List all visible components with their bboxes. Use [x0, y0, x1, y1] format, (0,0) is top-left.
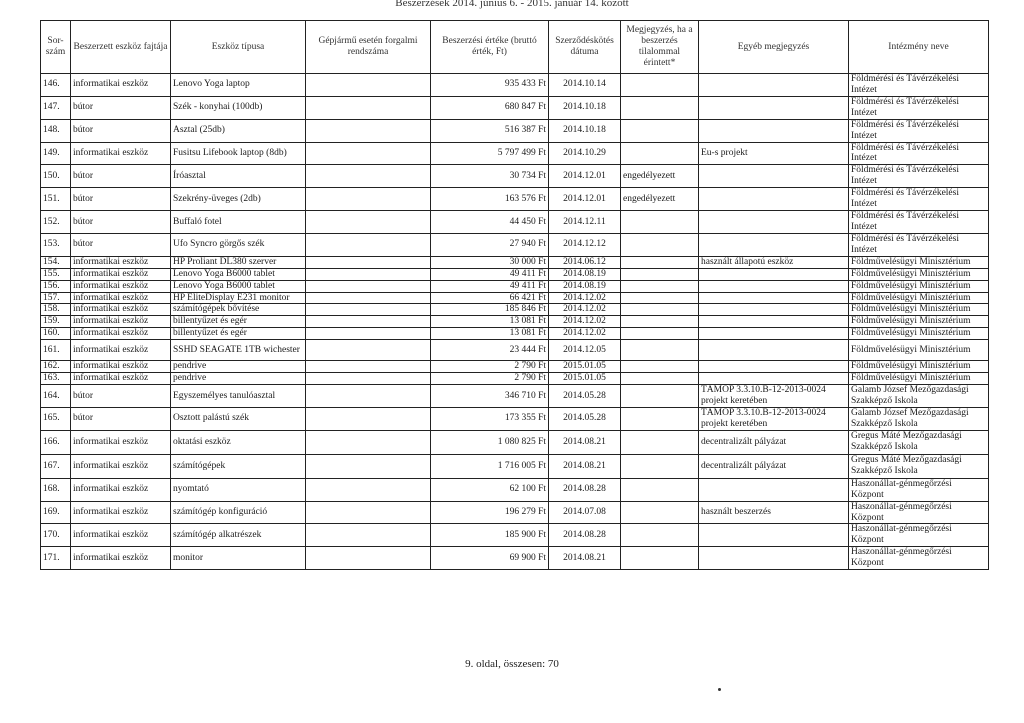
row-plate	[306, 454, 431, 478]
row-other-note	[699, 524, 849, 547]
row-value: 185 846 Ft	[431, 304, 549, 316]
stray-mark	[718, 688, 721, 691]
row-ban-note	[621, 96, 699, 119]
row-plate	[306, 188, 431, 211]
row-ban-note	[621, 74, 699, 97]
col-header-other-note: Egyéb megjegyzés	[699, 21, 849, 74]
row-date: 2014.12.02	[549, 292, 621, 304]
row-plate	[306, 233, 431, 256]
row-value: 346 710 Ft	[431, 385, 549, 408]
table-row	[41, 478, 989, 501]
row-type: Lenovo Yoga B6000 tablet	[171, 268, 306, 280]
row-plate	[306, 478, 431, 501]
row-kind: informatikai eszköz	[71, 316, 171, 328]
table-row	[41, 328, 989, 340]
row-institution: Földmérési és Távérzékelési Intézet	[849, 74, 989, 97]
row-kind: informatikai eszköz	[71, 373, 171, 385]
row-ban-note	[621, 340, 699, 361]
row-kind: bútor	[71, 96, 171, 119]
row-other-note: Eu-s projekt	[699, 142, 849, 165]
row-institution: Földművelésügyi Minisztérium	[849, 316, 989, 328]
row-kind: bútor	[71, 385, 171, 408]
row-institution: Gregus Máté Mezőgazdasági Szakképző Iskola	[849, 454, 989, 478]
row-institution: Földművelésügyi Minisztérium	[849, 268, 989, 280]
row-ban-note	[621, 316, 699, 328]
row-other-note: TÁMOP 3.3.10.B-12-2013-0024 projekt keretében	[699, 407, 849, 430]
row-plate	[306, 316, 431, 328]
col-header-kind: Beszerzett eszköz fajtája	[71, 21, 171, 74]
row-kind: bútor	[71, 188, 171, 211]
row-ban-note	[621, 547, 699, 570]
row-index: 166.	[41, 430, 71, 454]
row-kind: informatikai eszköz	[71, 501, 171, 524]
row-other-note	[699, 478, 849, 501]
row-value: 27 940 Ft	[431, 233, 549, 256]
row-ban-note	[621, 373, 699, 385]
row-institution: Földművelésügyi Minisztérium	[849, 340, 989, 361]
row-date: 2014.08.21	[549, 547, 621, 570]
row-kind: informatikai eszköz	[71, 74, 171, 97]
row-other-note	[699, 292, 849, 304]
row-index: 156.	[41, 280, 71, 292]
row-index: 157.	[41, 292, 71, 304]
row-index: 146.	[41, 74, 71, 97]
row-date: 2014.08.21	[549, 454, 621, 478]
row-institution: Földművelésügyi Minisztérium	[849, 256, 989, 268]
procurement-table	[40, 20, 989, 570]
row-value: 173 355 Ft	[431, 407, 549, 430]
row-date: 2015.01.05	[549, 373, 621, 385]
row-date: 2014.10.29	[549, 142, 621, 165]
row-other-note	[699, 268, 849, 280]
row-other-note: használt beszerzés	[699, 501, 849, 524]
row-plate	[306, 340, 431, 361]
row-other-note	[699, 328, 849, 340]
col-header-plate: Gépjármű esetén forgalmi rendszáma	[306, 21, 431, 74]
table-row	[41, 430, 989, 454]
row-institution: Földművelésügyi Minisztérium	[849, 292, 989, 304]
row-ban-note	[621, 454, 699, 478]
row-plate	[306, 547, 431, 570]
row-ban-note	[621, 233, 699, 256]
row-other-note	[699, 316, 849, 328]
row-institution: Földmérési és Távérzékelési Intézet	[849, 233, 989, 256]
table-row	[41, 340, 989, 361]
row-date: 2014.10.14	[549, 74, 621, 97]
table-row	[41, 256, 989, 268]
row-plate	[306, 407, 431, 430]
row-institution: Földművelésügyi Minisztérium	[849, 280, 989, 292]
row-kind: bútor	[71, 211, 171, 234]
row-index: 159.	[41, 316, 71, 328]
row-plate	[306, 430, 431, 454]
row-kind: informatikai eszköz	[71, 361, 171, 373]
row-ban-note: engedélyezett	[621, 188, 699, 211]
row-value: 2 790 Ft	[431, 373, 549, 385]
row-type: HP EliteDisplay E231 monitor	[171, 292, 306, 304]
running-header: Beszerzések 2014. június 6. - 2015. január 14. között	[395, 0, 629, 9]
table-header-row	[41, 21, 989, 74]
col-header-value: Beszerzési értéke (bruttó érték, Ft)	[431, 21, 549, 74]
row-other-note	[699, 188, 849, 211]
row-value: 23 444 Ft	[431, 340, 549, 361]
row-plate	[306, 280, 431, 292]
row-ban-note	[621, 385, 699, 408]
row-other-note	[699, 304, 849, 316]
row-index: 162.	[41, 361, 71, 373]
row-value: 13 081 Ft	[431, 316, 549, 328]
row-kind: informatikai eszköz	[71, 478, 171, 501]
row-plate	[306, 211, 431, 234]
row-ban-note	[621, 268, 699, 280]
row-index: 150.	[41, 165, 71, 188]
table-row	[41, 385, 989, 408]
row-value: 30 000 Ft	[431, 256, 549, 268]
row-other-note	[699, 165, 849, 188]
row-other-note: TÁMOP 3.3.10.B-12-2013-0024 projekt keretében	[699, 385, 849, 408]
row-index: 169.	[41, 501, 71, 524]
row-date: 2014.12.01	[549, 165, 621, 188]
table-row	[41, 119, 989, 142]
row-ban-note	[621, 304, 699, 316]
table-row	[41, 547, 989, 570]
row-kind: informatikai eszköz	[71, 280, 171, 292]
row-plate	[306, 119, 431, 142]
table-row	[41, 188, 989, 211]
col-header-institution: Intézmény neve	[849, 21, 989, 74]
row-type: HP Proliant DL380 szerver	[171, 256, 306, 268]
row-date: 2014.12.02	[549, 328, 621, 340]
row-type: billentyűzet és egér	[171, 316, 306, 328]
table-row	[41, 361, 989, 373]
row-type: oktatási eszköz	[171, 430, 306, 454]
row-kind: bútor	[71, 407, 171, 430]
row-date: 2014.12.02	[549, 304, 621, 316]
row-date: 2014.12.02	[549, 316, 621, 328]
row-kind: bútor	[71, 119, 171, 142]
page-footer: 9. oldal, összesen: 70	[465, 658, 559, 670]
row-type: billentyűzet és egér	[171, 328, 306, 340]
row-kind: informatikai eszköz	[71, 292, 171, 304]
table-row	[41, 501, 989, 524]
row-institution: Haszonállat-génmegőrzési Központ	[849, 478, 989, 501]
row-ban-note	[621, 501, 699, 524]
row-kind: informatikai eszköz	[71, 304, 171, 316]
row-date: 2014.12.01	[549, 188, 621, 211]
row-type: Lenovo Yoga B6000 tablet	[171, 280, 306, 292]
row-other-note	[699, 119, 849, 142]
row-index: 148.	[41, 119, 71, 142]
row-index: 147.	[41, 96, 71, 119]
row-institution: Földmérési és Távérzékelési Intézet	[849, 188, 989, 211]
row-type: pendrive	[171, 361, 306, 373]
row-institution: Földművelésügyi Minisztérium	[849, 304, 989, 316]
row-value: 196 279 Ft	[431, 501, 549, 524]
row-index: 167.	[41, 454, 71, 478]
row-institution: Földmérési és Távérzékelési Intézet	[849, 211, 989, 234]
row-plate	[306, 256, 431, 268]
row-type: Íróasztal	[171, 165, 306, 188]
row-other-note	[699, 74, 849, 97]
row-type: Buffaló fotel	[171, 211, 306, 234]
row-ban-note	[621, 524, 699, 547]
row-other-note	[699, 233, 849, 256]
row-value: 1 716 005 Ft	[431, 454, 549, 478]
row-index: 170.	[41, 524, 71, 547]
row-institution: Földművelésügyi Minisztérium	[849, 373, 989, 385]
row-kind: informatikai eszköz	[71, 268, 171, 280]
row-type: számítógépek	[171, 454, 306, 478]
row-type: Szék - konyhai (100db)	[171, 96, 306, 119]
row-date: 2014.05.28	[549, 385, 621, 408]
table-row	[41, 316, 989, 328]
row-value: 680 847 Ft	[431, 96, 549, 119]
row-date: 2014.10.18	[549, 96, 621, 119]
row-plate	[306, 328, 431, 340]
row-type: SSHD SEAGATE 1TB wichester	[171, 340, 306, 361]
row-date: 2015.01.05	[549, 361, 621, 373]
row-date: 2014.07.08	[549, 501, 621, 524]
row-institution: Haszonállat-génmegőrzési Központ	[849, 524, 989, 547]
row-other-note	[699, 96, 849, 119]
row-kind: informatikai eszköz	[71, 256, 171, 268]
row-index: 163.	[41, 373, 71, 385]
row-value: 2 790 Ft	[431, 361, 549, 373]
row-plate	[306, 142, 431, 165]
row-type: nyomtató	[171, 478, 306, 501]
row-institution: Földművelésügyi Minisztérium	[849, 361, 989, 373]
row-institution: Földművelésügyi Minisztérium	[849, 328, 989, 340]
row-index: 151.	[41, 188, 71, 211]
row-other-note	[699, 361, 849, 373]
row-value: 935 433 Ft	[431, 74, 549, 97]
table-row	[41, 96, 989, 119]
row-kind: informatikai eszköz	[71, 430, 171, 454]
row-type: Asztal (25db)	[171, 119, 306, 142]
row-index: 152.	[41, 211, 71, 234]
table-row	[41, 292, 989, 304]
row-institution: Földmérési és Távérzékelési Intézet	[849, 96, 989, 119]
row-value: 44 450 Ft	[431, 211, 549, 234]
row-other-note	[699, 340, 849, 361]
row-value: 49 411 Ft	[431, 268, 549, 280]
row-other-note	[699, 211, 849, 234]
row-value: 185 900 Ft	[431, 524, 549, 547]
col-header-date: Szerződéskötés dátuma	[549, 21, 621, 74]
row-plate	[306, 292, 431, 304]
row-date: 2014.12.12	[549, 233, 621, 256]
row-type: Lenovo Yoga laptop	[171, 74, 306, 97]
row-value: 516 387 Ft	[431, 119, 549, 142]
col-header-index: Sor-szám	[41, 21, 71, 74]
row-date: 2014.06.12	[549, 256, 621, 268]
row-value: 163 576 Ft	[431, 188, 549, 211]
row-date: 2014.12.11	[549, 211, 621, 234]
row-date: 2014.08.19	[549, 280, 621, 292]
row-other-note	[699, 280, 849, 292]
row-plate	[306, 361, 431, 373]
row-other-note: decentralizált pályázat	[699, 430, 849, 454]
row-other-note: decentralizált pályázat	[699, 454, 849, 478]
row-date: 2014.08.28	[549, 478, 621, 501]
table-row	[41, 304, 989, 316]
row-value: 30 734 Ft	[431, 165, 549, 188]
table-row	[41, 142, 989, 165]
row-institution: Haszonállat-génmegőrzési Központ	[849, 547, 989, 570]
row-index: 165.	[41, 407, 71, 430]
col-header-ban-note: Megjegyzés, ha a beszerzés tilalommal érintett*	[621, 21, 699, 74]
row-value: 5 797 499 Ft	[431, 142, 549, 165]
row-value: 66 421 Ft	[431, 292, 549, 304]
row-index: 161.	[41, 340, 71, 361]
row-type: számítógép konfiguráció	[171, 501, 306, 524]
table-row	[41, 74, 989, 97]
row-index: 149.	[41, 142, 71, 165]
row-ban-note	[621, 142, 699, 165]
row-kind: informatikai eszköz	[71, 454, 171, 478]
row-plate	[306, 165, 431, 188]
row-kind: bútor	[71, 165, 171, 188]
row-type: Fusitsu Lifebook laptop (8db)	[171, 142, 306, 165]
row-ban-note	[621, 292, 699, 304]
row-value: 62 100 Ft	[431, 478, 549, 501]
table-row	[41, 373, 989, 385]
row-other-note	[699, 373, 849, 385]
row-plate	[306, 501, 431, 524]
row-kind: bútor	[71, 233, 171, 256]
row-ban-note	[621, 407, 699, 430]
row-plate	[306, 524, 431, 547]
row-date: 2014.12.05	[549, 340, 621, 361]
row-ban-note	[621, 211, 699, 234]
table-row	[41, 454, 989, 478]
row-institution: Földmérési és Távérzékelési Intézet	[849, 165, 989, 188]
row-plate	[306, 268, 431, 280]
row-type: számítógépek bővítése	[171, 304, 306, 316]
col-header-type: Eszköz típusa	[171, 21, 306, 74]
row-kind: informatikai eszköz	[71, 547, 171, 570]
table-row	[41, 233, 989, 256]
row-ban-note	[621, 280, 699, 292]
table-row	[41, 268, 989, 280]
table-row	[41, 211, 989, 234]
table-row	[41, 524, 989, 547]
row-value: 1 080 825 Ft	[431, 430, 549, 454]
row-type: Egyszemélyes tanulóasztal	[171, 385, 306, 408]
row-date: 2014.05.28	[549, 407, 621, 430]
row-index: 160.	[41, 328, 71, 340]
row-index: 155.	[41, 268, 71, 280]
row-index: 164.	[41, 385, 71, 408]
row-ban-note	[621, 430, 699, 454]
row-date: 2014.08.19	[549, 268, 621, 280]
row-ban-note	[621, 256, 699, 268]
row-institution: Földmérési és Távérzékelési Intézet	[849, 119, 989, 142]
row-kind: informatikai eszköz	[71, 340, 171, 361]
row-ban-note	[621, 119, 699, 142]
row-plate	[306, 74, 431, 97]
row-date: 2014.08.21	[549, 430, 621, 454]
row-ban-note	[621, 361, 699, 373]
row-value: 13 081 Ft	[431, 328, 549, 340]
row-ban-note: engedélyezett	[621, 165, 699, 188]
row-value: 49 411 Ft	[431, 280, 549, 292]
row-type: számítógép alkatrészek	[171, 524, 306, 547]
row-kind: informatikai eszköz	[71, 328, 171, 340]
table-row	[41, 407, 989, 430]
row-institution: Galamb József Mezőgazdasági Szakképző Iskola	[849, 385, 989, 408]
row-date: 2014.08.28	[549, 524, 621, 547]
row-index: 158.	[41, 304, 71, 316]
row-value: 69 900 Ft	[431, 547, 549, 570]
row-plate	[306, 373, 431, 385]
row-index: 153.	[41, 233, 71, 256]
row-institution: Galamb József Mezőgazdasági Szakképző Iskola	[849, 407, 989, 430]
table-row	[41, 280, 989, 292]
row-other-note	[699, 547, 849, 570]
row-index: 168.	[41, 478, 71, 501]
row-type: Ufo Syncro görgős szék	[171, 233, 306, 256]
row-ban-note	[621, 478, 699, 501]
row-ban-note	[621, 328, 699, 340]
row-type: pendrive	[171, 373, 306, 385]
row-institution: Gregus Máté Mezőgazdasági Szakképző Iskola	[849, 430, 989, 454]
row-type: monitor	[171, 547, 306, 570]
table-row	[41, 165, 989, 188]
row-institution: Haszonállat-génmegőrzési Központ	[849, 501, 989, 524]
row-date: 2014.10.18	[549, 119, 621, 142]
row-plate	[306, 96, 431, 119]
row-index: 154.	[41, 256, 71, 268]
row-type: Szekrény-üveges (2db)	[171, 188, 306, 211]
row-index: 171.	[41, 547, 71, 570]
row-plate	[306, 304, 431, 316]
row-plate	[306, 385, 431, 408]
row-type: Osztott palástú szék	[171, 407, 306, 430]
row-institution: Földmérési és Távérzékelési Intézet	[849, 142, 989, 165]
row-other-note: használt állapotú eszköz	[699, 256, 849, 268]
row-kind: informatikai eszköz	[71, 142, 171, 165]
row-kind: informatikai eszköz	[71, 524, 171, 547]
